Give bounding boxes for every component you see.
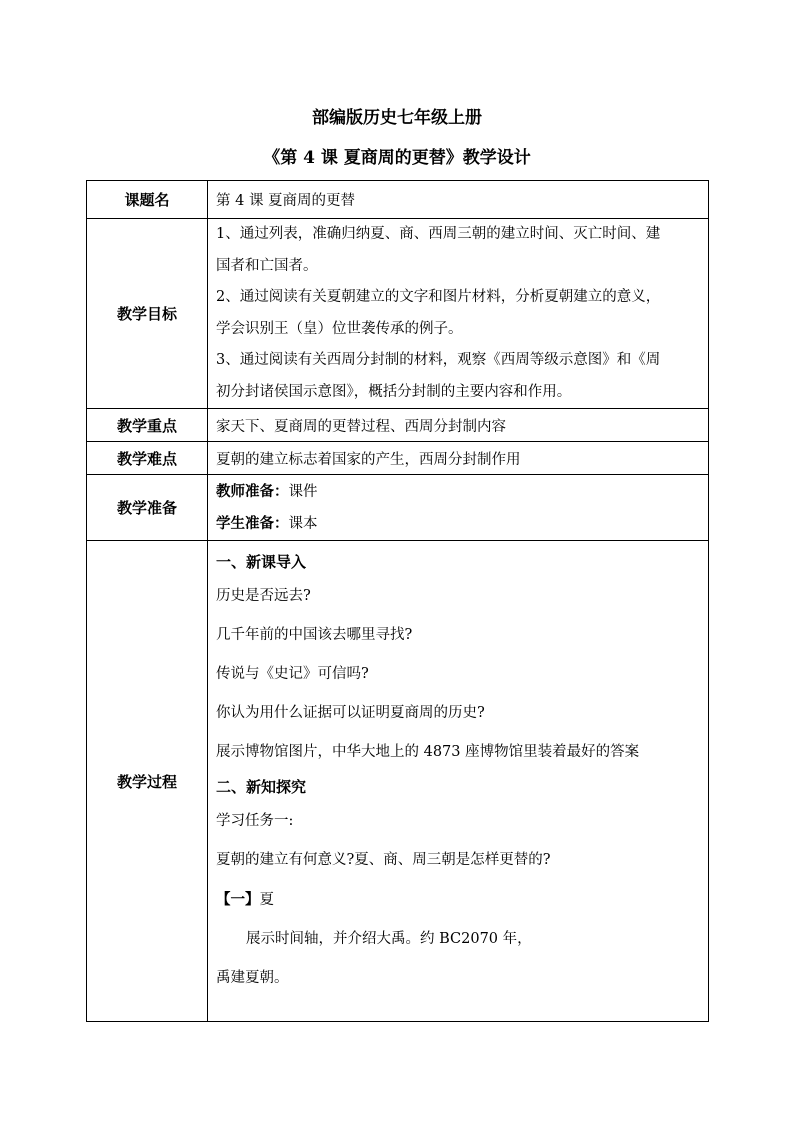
- subsection-heading: [216, 880, 702, 920]
- topic-label: 课题名: [87, 181, 208, 219]
- objective-line: 学会识别王（皇）位世袭传承的例子。: [216, 320, 463, 337]
- objective-line: 2、通过阅读有关夏朝建立的文字和图片材料，分析夏朝建立的意义，: [216, 289, 661, 305]
- process-content: [208, 541, 709, 1022]
- section-heading: 二、新知探究: [216, 778, 307, 796]
- teacher-preparation-value: 课件: [288, 483, 318, 500]
- process-line: 禹建夏朝。: [216, 970, 289, 986]
- process-label: 教学过程: [87, 541, 208, 1022]
- key-points-value: 家天下、夏商周的更替过程、西周分封制内容: [208, 409, 709, 442]
- subsection-bracket: 【一】: [216, 891, 260, 908]
- process-line: 历史是否远去?: [216, 588, 311, 604]
- table-row-difficulties: [87, 442, 709, 475]
- section-heading: 一、新课导入: [216, 553, 307, 571]
- document-subtitle: 《第 4 课 夏商周的更替》教学设计: [263, 148, 531, 168]
- process-line: 你认为用什么证据可以证明夏商周的历史?: [216, 705, 485, 721]
- difficulties-label: 教学难点: [87, 442, 208, 475]
- process-line: 几千年前的中国该去哪里寻找?: [216, 627, 413, 643]
- process-line: 夏朝的建立有何意义?夏、商、周三朝是怎样更替的?: [216, 852, 551, 868]
- subsection-title: 夏: [259, 892, 274, 908]
- objective-line: 国者和亡国者。: [216, 257, 318, 274]
- teacher-preparation: [216, 476, 702, 508]
- key-points-label: 教学重点: [87, 409, 208, 442]
- table-row-key-points: [87, 409, 709, 442]
- lesson-plan-table: [86, 180, 709, 1022]
- process-line: 展示时间轴，并介绍大禹。约 BC2070 年，: [246, 931, 532, 947]
- objective-line: 初分封诸侯国示意图》，概括分封制的主要内容和作用。: [216, 383, 572, 400]
- document-title: 部编版历史七年级上册: [312, 108, 482, 128]
- table-row-topic: [87, 181, 709, 219]
- student-preparation-label: 学生准备：: [216, 514, 289, 532]
- teacher-preparation-label: 教师准备：: [216, 482, 289, 500]
- process-line: 传说与《史记》可信吗?: [216, 666, 369, 682]
- table-row-objectives: [87, 219, 709, 409]
- objective-line: 1、通过列表，准确归纳夏、商、西周三朝的建立时间、灭亡时间、建: [216, 226, 661, 242]
- table-row-process: [87, 541, 709, 1022]
- preparation-label: 教学准备: [87, 475, 208, 541]
- process-line: 学习任务一:: [216, 813, 294, 829]
- process-line: 展示博物馆图片，中华大地上的 4873 座博物馆里装着最好的答案: [216, 744, 640, 760]
- objectives-content: [208, 219, 709, 409]
- topic-value: 第 4 课 夏商周的更替: [208, 181, 709, 219]
- table-row-preparation: [87, 475, 709, 541]
- difficulties-value: 夏朝的建立标志着国家的产生，西周分封制作用: [208, 442, 709, 475]
- objectives-label: 教学目标: [87, 219, 208, 409]
- student-preparation: [216, 508, 702, 540]
- preparation-content: [208, 475, 709, 541]
- objective-line: 3、通过阅读有关西周分封制的材料，观察《西周等级示意图》和《周: [216, 352, 661, 368]
- student-preparation-value: 课本: [288, 515, 318, 532]
